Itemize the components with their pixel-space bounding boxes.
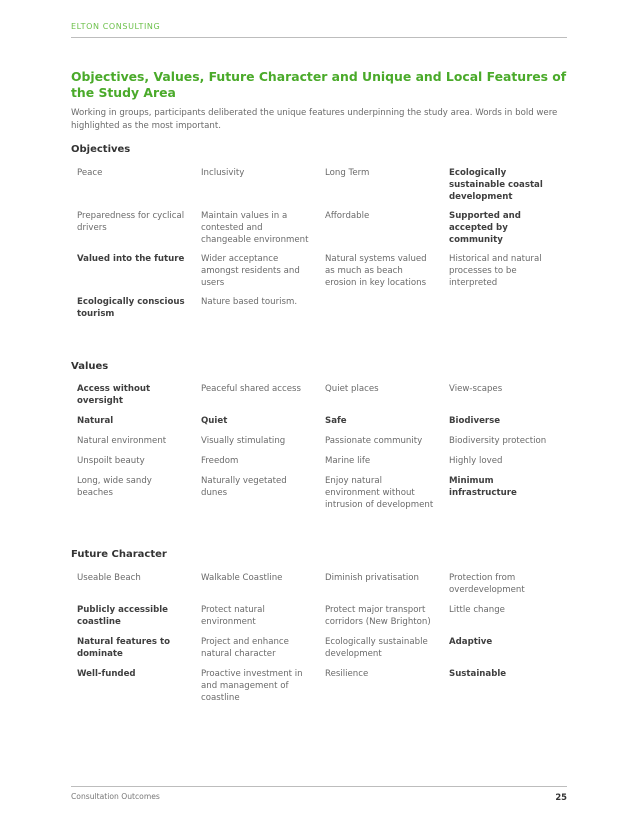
table-cell: Valued into the future: [77, 254, 185, 264]
table-cell: [319, 296, 443, 332]
table-cell: Historical and natural processes to be interpreted: [449, 254, 542, 288]
table-cell: Sustainable: [449, 669, 507, 679]
table-cell: Inclusivity: [201, 168, 245, 178]
table-cell: Quiet: [201, 416, 228, 426]
table-cell: View-scapes: [449, 384, 503, 394]
table-row: [71, 383, 567, 415]
table-cell: Project and enhance natural character: [201, 637, 289, 659]
future-character-table: [71, 572, 567, 708]
table-row: [71, 210, 567, 253]
footer-label: Consultation Outcomes: [71, 792, 160, 801]
table-cell: Resilience: [325, 669, 369, 679]
table-cell: Diminish privatisation: [325, 573, 419, 583]
page-footer: [71, 786, 567, 802]
table-cell: Quiet places: [325, 384, 379, 394]
table-cell: Safe: [325, 416, 347, 426]
table-cell: Natural features to dominate: [77, 637, 170, 659]
table-row: [71, 435, 567, 455]
table-row: [71, 604, 567, 636]
table-row: [71, 415, 567, 435]
table-cell: Publicly accessible coastline: [77, 605, 169, 627]
page-header: [71, 22, 567, 38]
table-cell: Access without oversight: [77, 384, 151, 406]
table-cell: Biodiversity protection: [449, 436, 547, 446]
table-row: [71, 253, 567, 296]
page-number: 25: [555, 792, 567, 802]
table-cell: Affordable: [325, 211, 370, 221]
table-cell: Ecologically sustainable coastal development: [449, 168, 543, 202]
table-row: [71, 296, 567, 332]
table-cell: Naturally vegetated dunes: [201, 476, 287, 498]
table-cell: Long Term: [325, 168, 370, 178]
table-cell: Natural environment: [77, 436, 167, 446]
objectives-heading: Objectives: [71, 144, 131, 155]
table-cell: Peace: [77, 168, 103, 178]
table-cell: Freedom: [201, 456, 239, 466]
table-cell: Useable Beach: [77, 573, 141, 583]
table-cell: Highly loved: [449, 456, 503, 466]
values-heading: Values: [71, 361, 109, 372]
table-cell: Proactive investment in and management of coastline: [201, 669, 303, 703]
table-cell: Long, wide sandy beaches: [77, 476, 152, 498]
table-cell: Ecologically sustainable development: [325, 637, 428, 659]
table-row: [71, 475, 567, 511]
table-cell: Passionate community: [325, 436, 423, 446]
table-cell: Protection from overdevelopment: [449, 573, 525, 595]
table-cell: Nature based tourism.: [201, 297, 298, 307]
page-title: Objectives, Values, Future Character and Unique and Local Features of the Study Area: [71, 69, 567, 100]
table-row: [71, 167, 567, 210]
table-cell: Minimum infrastructure: [449, 476, 517, 498]
table-cell: Biodiverse: [449, 416, 501, 426]
table-row: [71, 668, 567, 708]
table-row: [71, 572, 567, 604]
brand-name: ELTON CONSULTING: [71, 22, 161, 31]
table-cell: Walkable Coastline: [201, 573, 283, 583]
table-cell: Adaptive: [449, 637, 493, 647]
table-cell: Preparedness for cyclical drivers: [77, 211, 185, 233]
table-cell: Visually stimulating: [201, 436, 286, 446]
values-table: [71, 383, 567, 511]
table-row: [71, 636, 567, 668]
table-cell: Natural systems valued as much as beach erosion in key locations: [325, 254, 427, 288]
table-cell: Ecologically conscious tourism: [77, 297, 185, 319]
table-cell: Well-funded: [77, 669, 136, 679]
table-cell: Protect natural environment: [201, 605, 265, 627]
table-row: [71, 455, 567, 475]
table-cell: Natural: [77, 416, 114, 426]
future-character-heading: Future Character: [71, 549, 167, 560]
intro-paragraph: Working in groups, participants deliberated the unique features underpinning the study area. Words in bold were highlighted as the most important.: [71, 108, 558, 131]
table-cell: Peaceful shared access: [201, 384, 301, 394]
table-cell: Little change: [449, 605, 505, 615]
table-cell: Maintain values in a contested and changeable environment: [201, 211, 309, 245]
table-cell: Supported and accepted by community: [449, 211, 521, 245]
table-cell: Wider acceptance amongst residents and users: [201, 254, 300, 288]
table-cell: Enjoy natural environment without intrusion of development: [325, 476, 434, 510]
table-cell: Marine life: [325, 456, 371, 466]
objectives-table: [71, 167, 567, 332]
table-cell: [443, 296, 567, 332]
table-cell: Protect major transport corridors (New Brighton): [325, 605, 431, 627]
table-cell: Unspoilt beauty: [77, 456, 145, 466]
